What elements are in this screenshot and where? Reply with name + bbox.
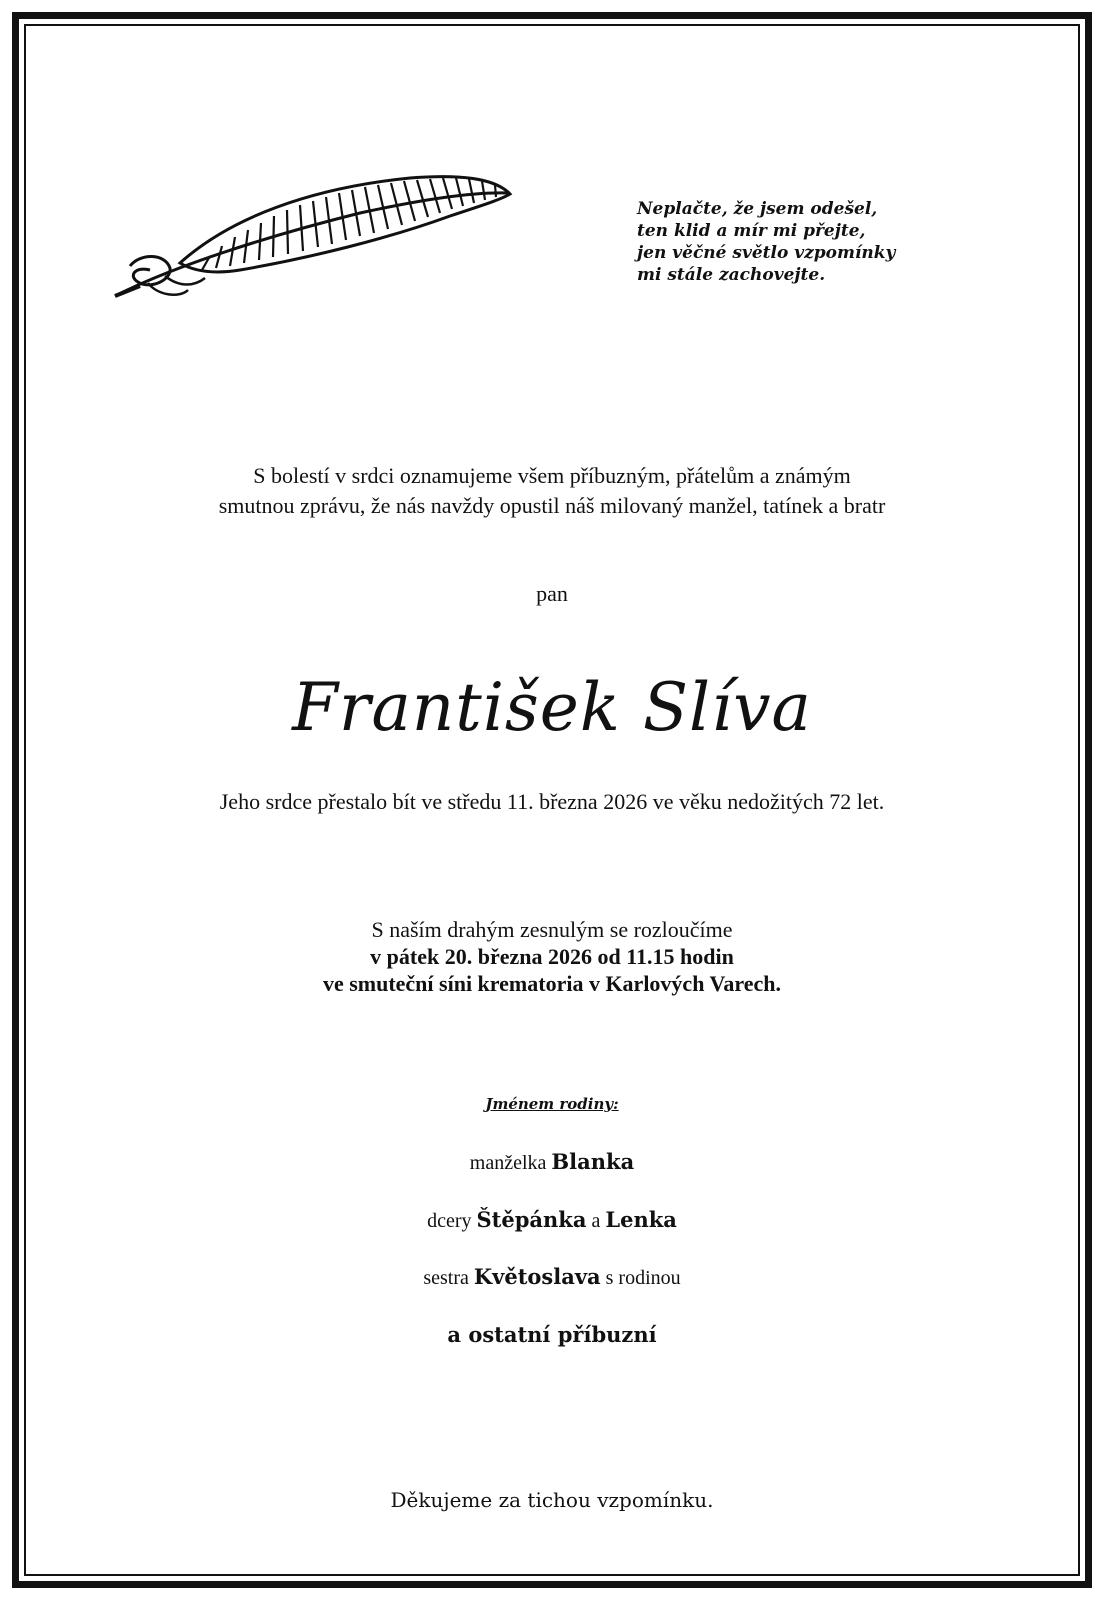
poem	[637, 198, 977, 286]
poem-line: jen věčné světlo vzpomínky	[637, 243, 896, 263]
deceased-name: František Slíva	[292, 669, 812, 746]
announcement	[0, 461, 1104, 521]
relation-label: manželka	[469, 1152, 547, 1174]
death-notice: Jeho srdce přestalo bít ve středu 11. března 2026 ve věku nedožitých 72 let.	[219, 789, 885, 814]
family-member-wife	[0, 1147, 1104, 1178]
farewell-info	[0, 916, 1104, 997]
farewell-line: S naším drahým zesnulým se rozloučíme	[371, 917, 733, 942]
announcement-line: S bolestí v srdci oznamujeme všem příbuzným, přátelům a známým	[253, 463, 851, 488]
closing-thanks: Děkujeme za tichou vzpomínku.	[390, 1488, 714, 1512]
poem-line: mi stále zachovejte.	[637, 265, 826, 285]
family-heading	[0, 1094, 1104, 1114]
other-relatives: a ostatní příbuzní	[447, 1322, 657, 1347]
relation-suffix: s rodinou	[605, 1267, 681, 1289]
farewell-date: v pátek 20. března 2026 od 11.15 hodin	[370, 944, 734, 969]
family-member-sister	[0, 1262, 1104, 1293]
announcement-line: smutnou zprávu, že nás navždy opustil náš milovaný manžel, tatínek a bratr	[218, 493, 886, 518]
conjunction: a	[591, 1210, 601, 1232]
member-name: Květoslava	[473, 1264, 601, 1289]
family-heading-text: Jménem rodiny:	[485, 1095, 619, 1113]
salutation: pan	[536, 581, 568, 606]
quill-feather-icon	[110, 158, 530, 303]
member-name: Lenka	[605, 1207, 677, 1232]
poem-line: Neplačte, že jsem odešel,	[637, 199, 878, 219]
farewell-place: ve smuteční síni krematoria v Karlových Varech.	[322, 971, 782, 996]
relation-label: sestra	[423, 1267, 469, 1289]
member-name: Blanka	[551, 1149, 635, 1174]
member-name: Štěpánka	[476, 1207, 587, 1232]
relation-label: dcery	[427, 1210, 472, 1232]
family-member-daughters	[0, 1205, 1104, 1236]
poem-line: ten klid a mír mi přejte,	[637, 221, 866, 241]
